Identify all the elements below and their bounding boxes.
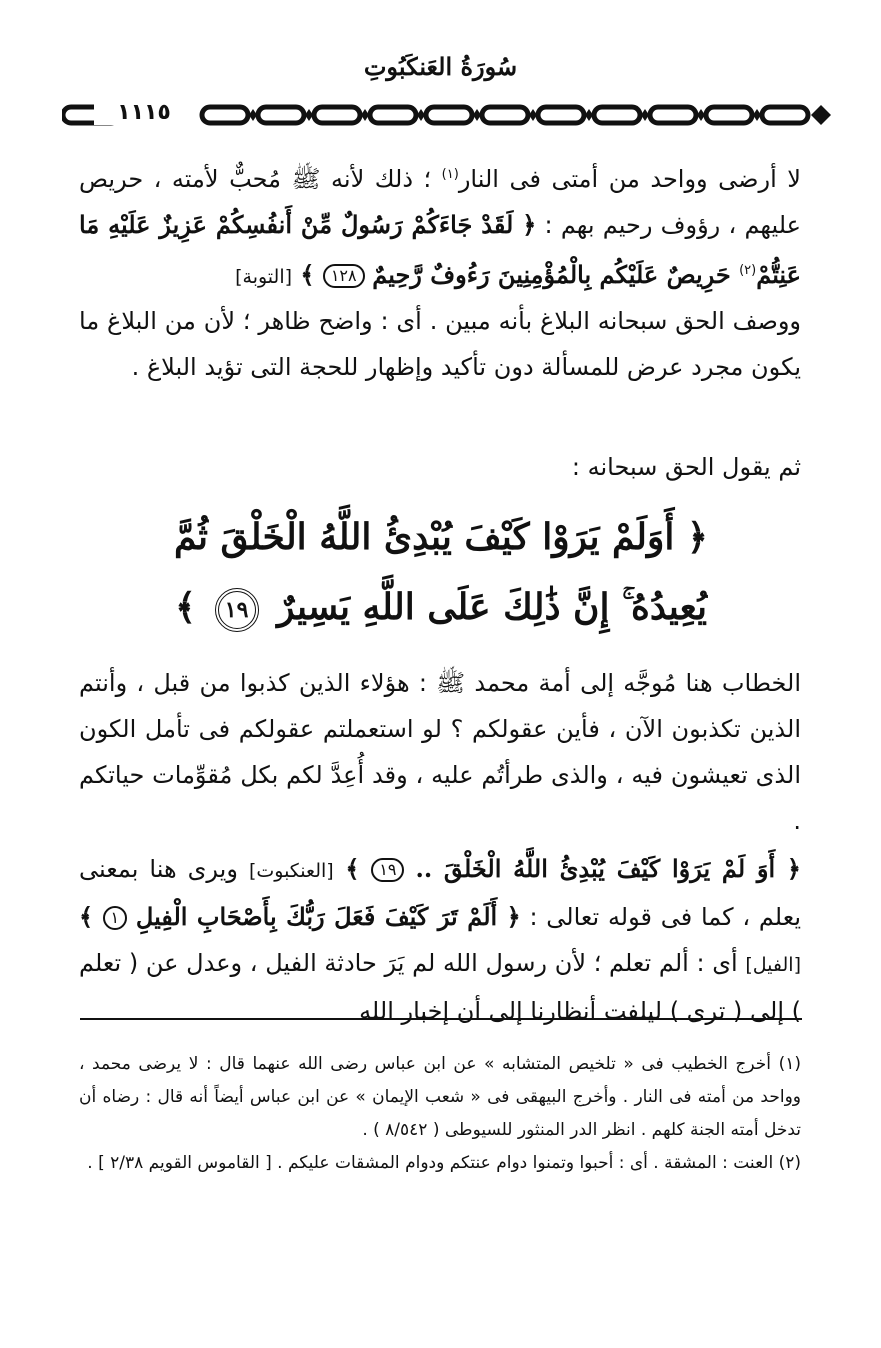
footnote-2: (٢) العنت : المشقة . أى : أحبوا وتمنوا دوام عنتكم ودوام المشقات عليكم . [ القاموس القويم ٢/٣٨ ] . — [87, 1153, 801, 1173]
paragraph-3: ثم يقول الحق سبحانه : — [571, 453, 801, 481]
footnote-marker-2: (٢) — [739, 263, 757, 278]
quran-quote-tawbah-2: حَرِيصٌ عَلَيْكُم بِالْمُؤْمِنِينَ رَءُوفٌ رَّحِيمٌ — [372, 260, 740, 289]
paragraph-5 — [79, 846, 801, 1034]
verse-line-2-text: يُعِيدُهُ ۚ إِنَّ ذَٰلِكَ عَلَى اللَّهِ يَسِيرٌ — [277, 586, 708, 628]
footnote-1: (١) أخرج الخطيب فى « تلخيص المتشابه » عن ابن عباس رضى الله عنهما قال : لا يرضى محمد ، وواحد من أمته فى النار . وأخرج البيهقى فى « شعب الإيمان » عن ابن عباس أيضاً أنه قال : رضاه أن تدخل أمته الجنة كلهم . انظر الدر المنثور للسيوطى ( ٨/٥٤٢ ) . — [79, 1054, 801, 1140]
verse-block — [80, 502, 802, 642]
footnote-divider — [80, 1018, 802, 1020]
surah-title: سُورَةُ العَنكَبُوتِ — [363, 52, 518, 81]
verse-line-2 — [80, 572, 802, 642]
ayah-number-128: ١٢٨ — [323, 264, 365, 288]
paragraph-1 — [79, 152, 801, 300]
paragraph-1-mid: ؛ ذلك لأنه ﷺ مُحبٌّ لأمته ، حريص عليهم ، رؤوف رحيم بهم : — [79, 165, 801, 239]
surah-reference-fil: [الفيل] — [745, 954, 801, 976]
page-number: ١١١٥ — [94, 100, 194, 125]
surah-reference-tawbah: [التوبة] — [235, 266, 293, 288]
paragraph-2: ووصف الحق سبحانه البلاغ بأنه مبين . أى : واضح ظاهر ؛ لأن من البلاغ ما يكون مجرد عرض للمسألة دون تأكيد وإظهار للحجة التى تؤيد البلاغ . — [79, 307, 801, 381]
paragraph-5-mid: ويرى هنا بمعنى يعلم ، كما فى قوله تعالى : — [79, 855, 802, 931]
footnote-marker-1: (١) — [441, 167, 459, 182]
quran-quote-tawbah: ﴿ لَقَدْ جَاءَكُمْ رَسُولٌ مِّنْ أَنفُسِكُمْ عَزِيزٌ عَلَيْهِ مَا عَنِتُّمْ — [79, 210, 801, 289]
paragraph-1-intro: لا أرضى وواحد من أمتى فى النار — [458, 165, 801, 193]
ayah-number-19: ١٩ — [215, 588, 259, 632]
quran-quote-fil: ﴿ أَلَمْ تَرَ كَيْفَ فَعَلَ رَبُّكَ بِأَصْحَابِ الْفِيلِ — [135, 902, 521, 931]
paragraph-4: الخطاب هنا مُوجَّه إلى أمة محمد ﷺ : هؤلاء الذين كذبوا من قبل ، وأنتم الذين تكذبون الآن ، فأين عقولكم ؟ لو استعملتم عقولكم فى تأمل الكون الذى تعيشون فيه ، والذى طرأتُم عليه ، وقد أُعِدَّ لكم بكل مُقوِّمات حياتكم . — [79, 669, 801, 835]
footnotes — [79, 1048, 801, 1180]
paragraph-5-end: أى : ألم تعلم ؛ لأن رسول الله لم يَرَ حادثة الفيل ، وعدل عن ( تعلم ) إلى ( ترى ) ليلفت أنظارنا إلى أن إخبار الله — [79, 949, 801, 1025]
verse-line-1: ﴿ أَوَلَمْ يَرَوْا كَيْفَ يُبْدِئُ اللَّهُ الْخَلْقَ ثُمَّ — [174, 516, 708, 558]
ayah-number-19-inline: ١٩ — [371, 858, 404, 882]
quran-close-bracket-3: ﴾ — [79, 902, 103, 931]
quran-quote-ankabut: ﴿ أَوَ لَمْ يَرَوْا كَيْفَ يُبْدِئُ اللَّهُ الْخَلْقَ .. — [415, 854, 801, 883]
surah-reference-ankabut: [العنكبوت] — [248, 860, 334, 882]
ayah-number-1: ١ — [103, 906, 128, 930]
verse-close-bracket: ﴾ — [174, 586, 209, 628]
quran-close-bracket-2: ﴾ — [333, 854, 372, 883]
quran-close-bracket: ﴾ — [292, 260, 323, 289]
